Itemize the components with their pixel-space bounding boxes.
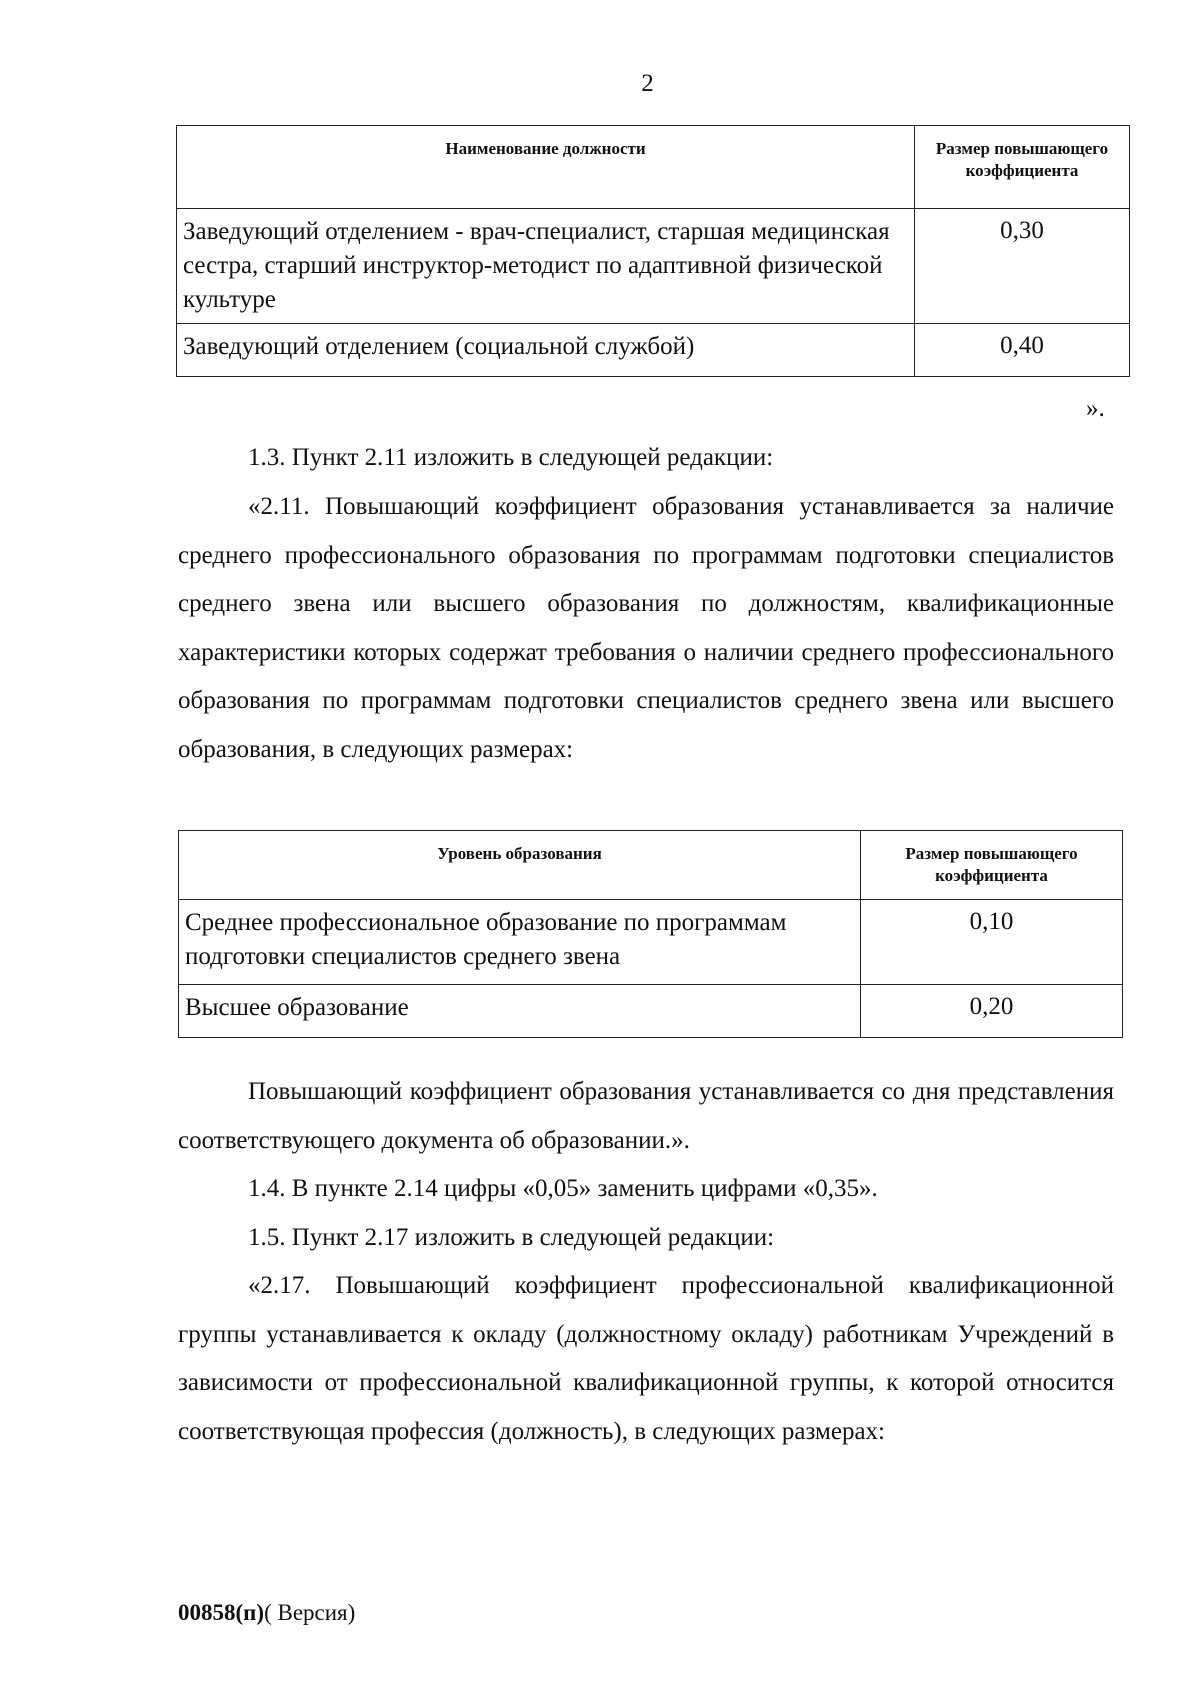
table-row [177, 324, 1130, 377]
coefficient-cell: 0,30 [915, 209, 1130, 324]
table-header-row [177, 126, 1130, 209]
coefficient-cell: 0,20 [861, 985, 1123, 1038]
paragraph-1-4: 1.4. В пункте 2.14 цифры «0,05» заменить цифрами «0,35». [248, 1175, 878, 1202]
table-header-row [179, 831, 1123, 900]
table-row [179, 900, 1123, 985]
paragraph-1-3: 1.3. Пункт 2.11 изложить в следующей редакции: [248, 444, 774, 471]
coefficient-cell: 0,10 [861, 900, 1123, 985]
position-cell: Заведующий отделением - врач-специалист, старшая медицинская сестра, старший инструктор-методист по адаптивной физической культуре [177, 209, 915, 324]
closing-quote: ». [1086, 395, 1105, 422]
column-header-coefficient: Размер повышающего коэффициента [915, 126, 1130, 209]
education-level-cell: Высшее образование [179, 985, 861, 1038]
position-coefficient-table [176, 125, 1130, 377]
column-header-education-level: Уровень образования [179, 831, 861, 900]
column-header-position: Наименование должности [177, 126, 915, 209]
education-coefficient-table [178, 830, 1123, 1038]
paragraph-2-11: «2.11. Повышающий коэффициент образования устанавливается за наличие среднего профессионального образования по программам подготовки специалистов среднего звена или высшего образования по должностям, квалификационные характеристики которых содержат требования о наличии среднего профессионального образования по программам подготовки специалистов среднего звена или высшего образования, в следующих размерах: [178, 493, 1114, 763]
paragraph-1-5: 1.5. Пункт 2.17 изложить в следующей редакции: [248, 1224, 775, 1251]
education-level-cell: Среднее профессиональное образование по программам подготовки специалистов среднего звена [179, 900, 861, 985]
table-row [177, 209, 1130, 324]
table-row [179, 985, 1123, 1038]
paragraph-after-table: Повышающий коэффициент образования устанавливается со дня представления соответствующего документа об образовании.». [178, 1078, 1114, 1154]
coefficient-cell: 0,40 [915, 324, 1130, 377]
document-footer [178, 1600, 355, 1626]
page-number: 2 [641, 70, 654, 97]
document-code: 00858(п) [178, 1600, 265, 1625]
column-header-coefficient: Размер повышающего коэффициента [861, 831, 1123, 900]
document-version: ( Версия) [264, 1600, 356, 1625]
position-cell: Заведующий отделением (социальной службой) [177, 324, 915, 377]
paragraph-2-17: «2.17. Повышающий коэффициент профессиональной квалификационной группы устанавливается к окладу (должностному окладу) работникам Учреждений в зависимости от профессиональной квалификационной группы, к которой относится соответствующая профессия (должность), в следующих размерах: [178, 1272, 1114, 1445]
